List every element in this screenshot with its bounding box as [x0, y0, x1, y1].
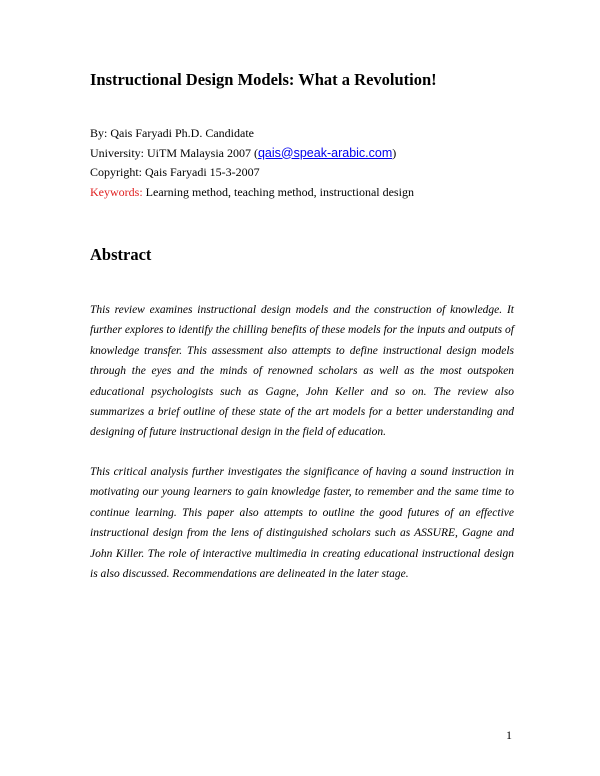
- page-number: 1: [506, 728, 512, 742]
- author-line: By: Qais Faryadi Ph.D. Candidate: [90, 126, 254, 140]
- university-text: University: UiTM Malaysia 2007 (: [90, 145, 258, 160]
- university-line: [90, 144, 414, 164]
- author-email-link[interactable]: qais@speak-arabic.com: [257, 145, 393, 160]
- paper-title: Instructional Design Models: What a Revolution!: [90, 70, 437, 89]
- copyright-line: Copyright: Qais Faryadi 15-3-2007: [90, 165, 260, 179]
- keywords-label: Keywords:: [90, 184, 143, 199]
- abstract-paragraph-2: This critical analysis further investigates the significance of having a sound instruction in motivating our young learners to gain knowledge faster, to remember and the same time to continue learning. This paper also attempts to outline the good futures of an effective instructional design from the lens of distinguished scholars such as ASSURE, Gagne and John Killer. The role of interactive multimedia in creating educational instructional design is also discussed. Recommendations are delineated in the later stage.: [90, 466, 514, 581]
- keywords-text: Learning method, teaching method, instructional design: [142, 184, 414, 199]
- abstract-heading: Abstract: [90, 245, 152, 264]
- abstract-paragraph-1: This review examines instructional design models and the construction of knowledge. It further explores to identify the chilling benefits of these models for the inputs and outputs of knowledge transfer. This assessment also attempts to define instructional design models through the eyes and the minds of renowned scholars as well as the most outspoken educational psychologists such as Gagne, John Keller and so on. The review also summarizes a brief outline of these state of the art models for a better understanding and designing of future instructional design in the field of education.: [90, 304, 514, 439]
- university-close: ): [392, 145, 397, 160]
- keywords-line: [90, 183, 414, 203]
- author-metadata: [90, 124, 414, 202]
